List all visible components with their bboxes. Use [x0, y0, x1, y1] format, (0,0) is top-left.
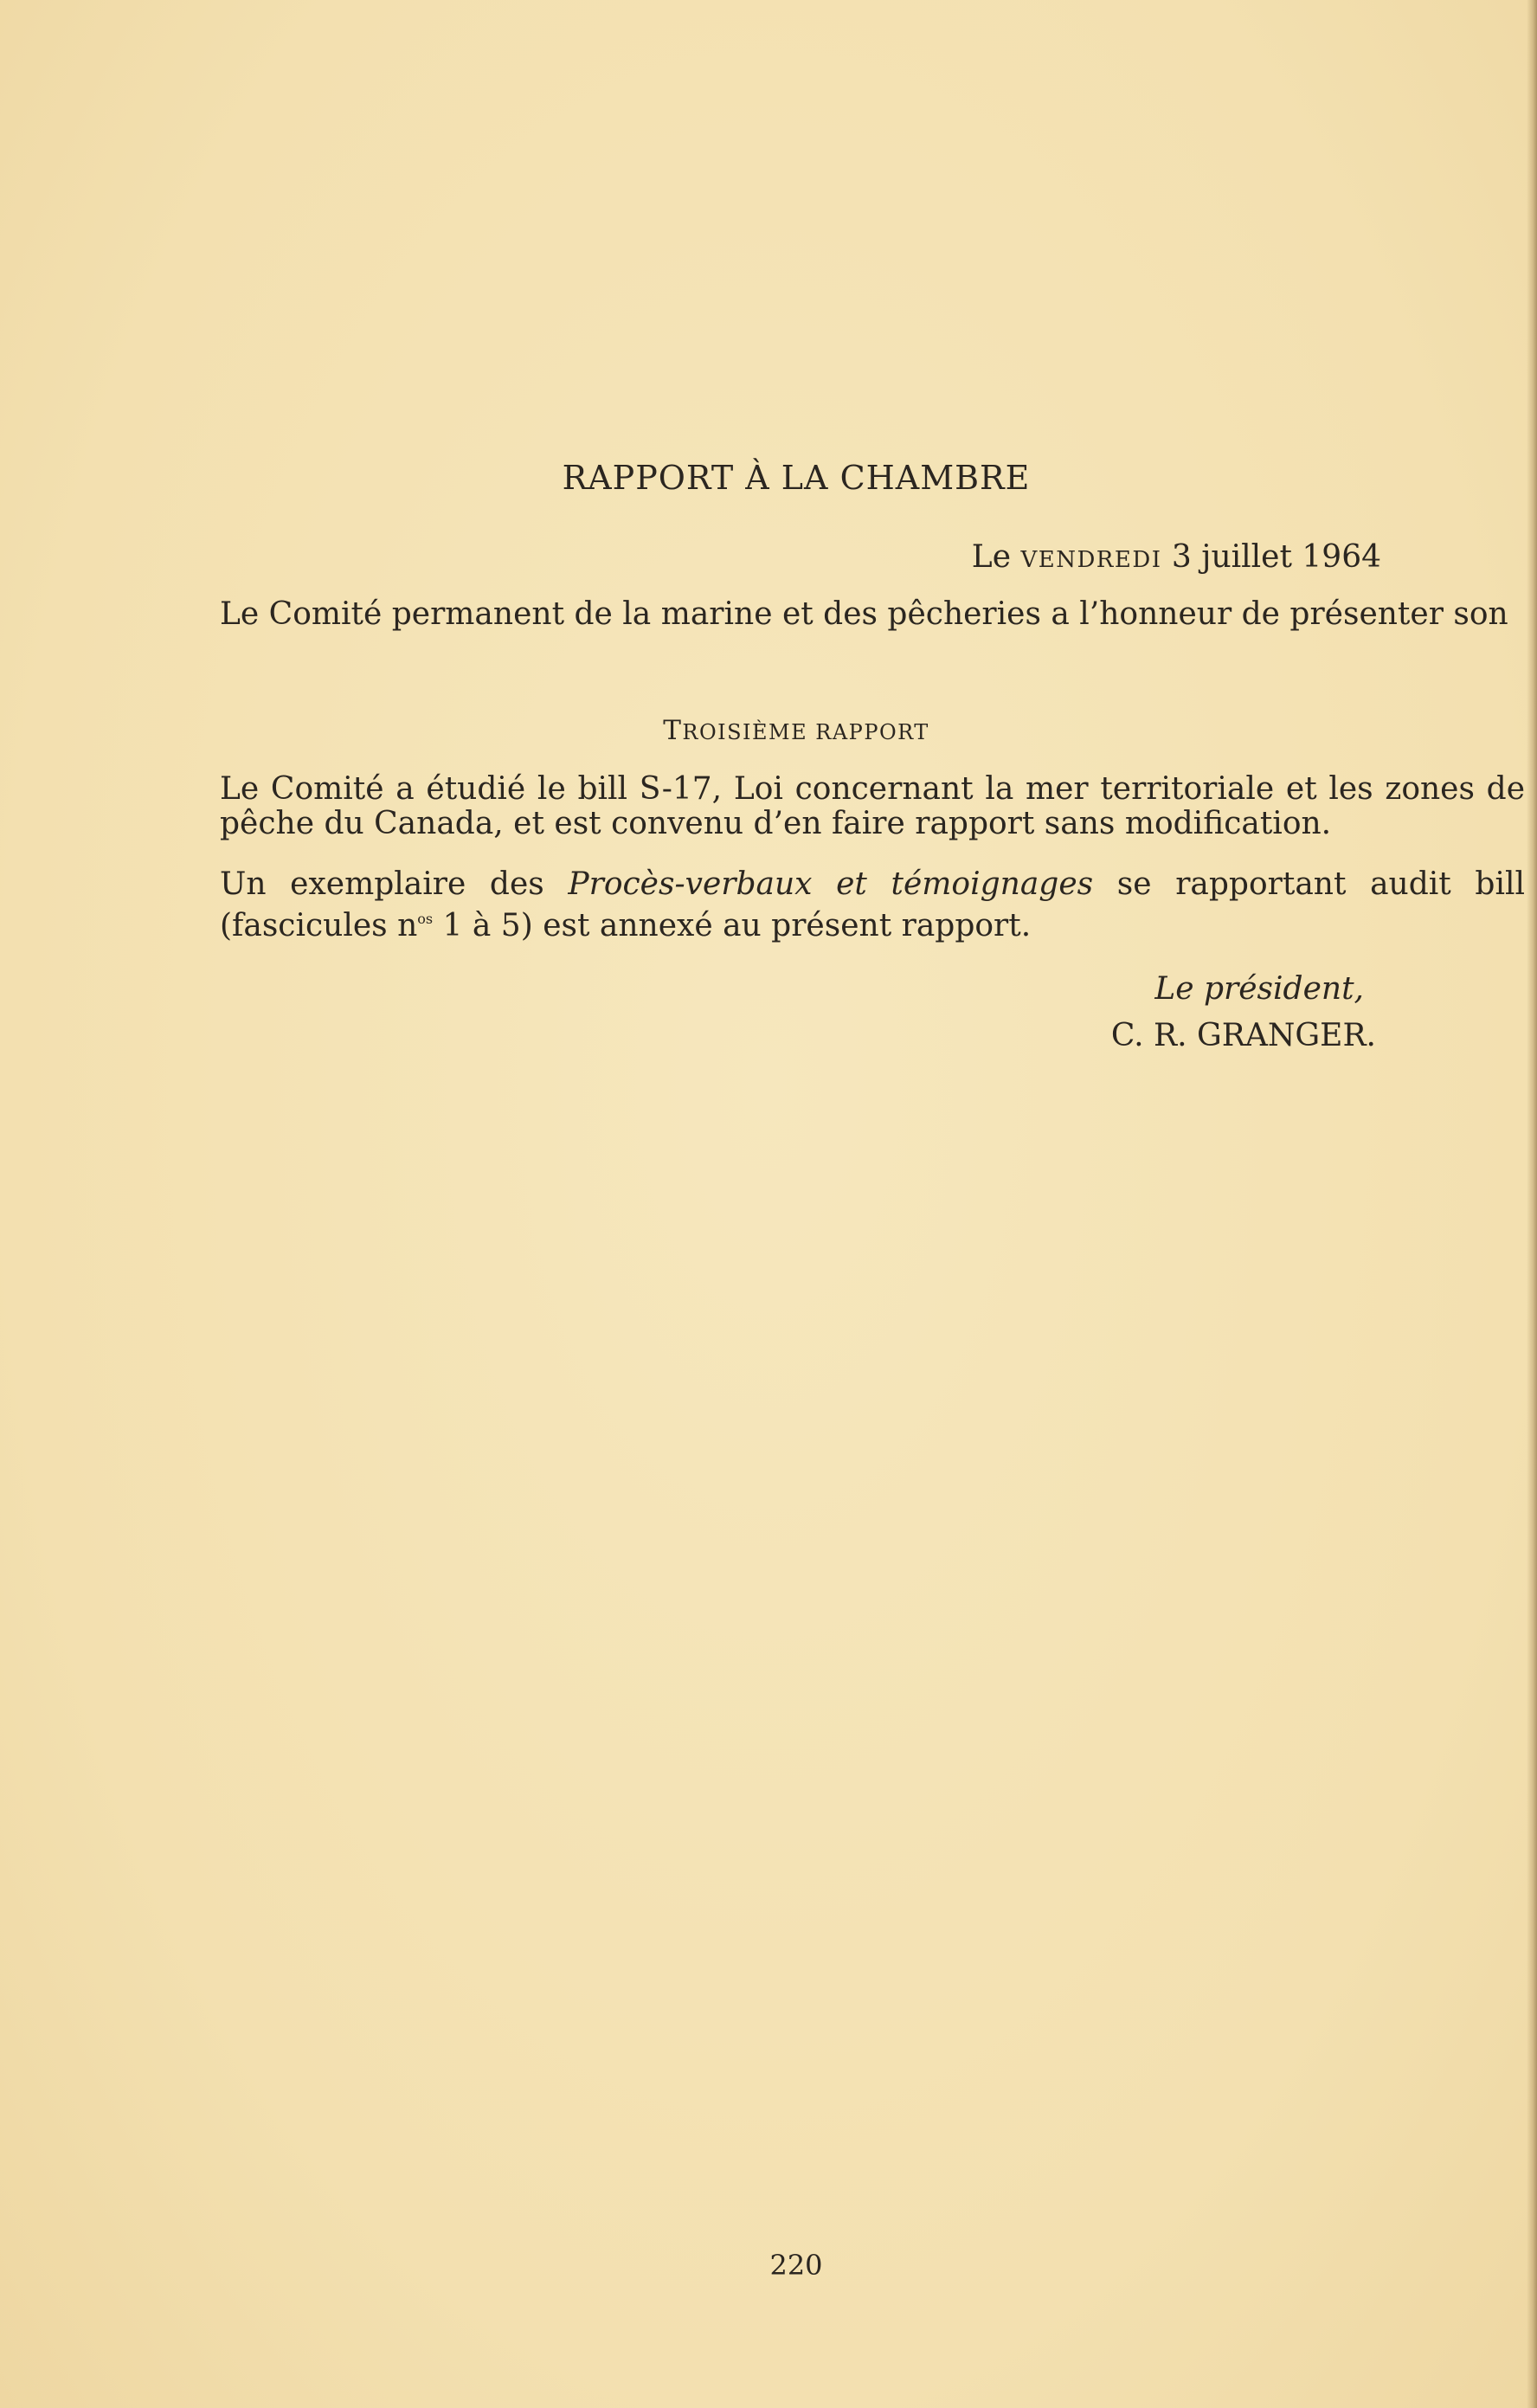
body-paragraph-bill: Le Comité a étudié le bill S-17, Loi concernant la mer territoriale et les zones de pêche du Canada, et est convenu d’en faire rapport sans modification.	[220, 771, 1525, 841]
subtitle-rest: ROISIÈME RAPPORT	[682, 720, 929, 744]
intro-paragraph: Le Comité permanent de la marine et des pêcheries a l’honneur de présenter son	[220, 596, 1508, 632]
signature-name: C. R. GRANGER.	[1110, 1018, 1376, 1053]
annex-text-start: Un exemplaire des	[220, 866, 569, 902]
annex-text-italic: Procès-verbaux et témoignages	[568, 866, 1094, 902]
annex-text-end: 1 à 5) est annexé au présent rapport.	[433, 908, 1032, 943]
report-date	[972, 539, 1381, 575]
annex-text-mid: se rapportant audit bill (fascicules n	[220, 866, 1525, 943]
date-prefix: Le	[971, 539, 1021, 575]
date-weekday: VENDREDI	[1020, 547, 1162, 573]
page-edge-shadow	[1527, 0, 1537, 2408]
subtitle-first-letter: T	[663, 715, 683, 746]
annex-text-superscript: os	[417, 911, 434, 927]
date-rest: 3 juillet 1964	[1161, 539, 1381, 575]
body-paragraph-annex	[145, 867, 1525, 943]
signature-title: Le président,	[1154, 971, 1364, 1007]
report-subtitle	[0, 715, 1537, 746]
page-number: 220	[769, 2249, 823, 2282]
document-title: RAPPORT À LA CHAMBRE	[562, 459, 1031, 497]
